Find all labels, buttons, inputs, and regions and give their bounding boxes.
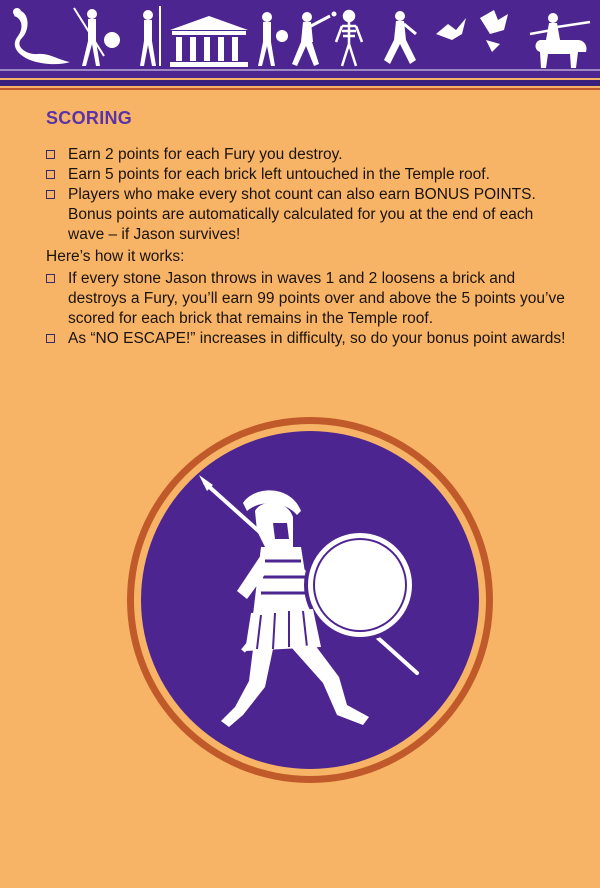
frieze-rule [0,80,600,86]
warrior-icon [74,8,120,66]
list-item-text: If every stone Jason throws in waves 1 and 2 loosens a brick and destroys a Fury, you’ll earn 99 points over and above the 5 points you’ve scored for each brick that remains in the Temple roof. [68,270,565,327]
checkbox-bullet-icon [46,274,55,283]
list-item-text: As “NO ESCAPE!” increases in difficulty, so do your bonus point awards! [68,330,566,347]
warrior-icon [258,12,288,66]
warrior-icon [384,11,416,64]
scoring-list [46,145,566,245]
warrior-icon [140,6,160,66]
list-item [46,329,566,349]
checkbox-bullet-icon [46,150,55,159]
skeleton-icon [336,11,362,66]
harpy-icon [436,10,508,52]
list-item [46,269,566,329]
bonus-list [46,269,566,349]
serpent-icon [13,8,70,64]
list-item-text: Earn 5 points for each brick left untouched in the Temple roof. [68,166,490,183]
centaur-icon [530,13,590,68]
greek-warrior-medallion [125,415,495,785]
checkbox-bullet-icon [46,190,55,199]
checkbox-bullet-icon [46,334,55,343]
list-item [46,165,566,185]
checkbox-bullet-icon [46,170,55,179]
warrior-icon [292,12,337,67]
temple-icon [170,16,248,67]
header-banner [0,0,600,95]
bonus-intro: Here’s how it works: [46,248,185,265]
list-item-text: Earn 2 points for each Fury you destroy. [68,146,343,163]
list-item [46,185,566,245]
scoring-section [46,108,566,349]
section-title: SCORING [46,108,133,128]
list-item-text: Players who make every shot count can also earn BONUS POINTS. Bonus points are automatically calculated for you at the end of each wave – if Jason survives! [68,186,536,243]
list-item [46,145,566,165]
greek-frieze [0,0,600,78]
frieze-rule-thin [0,88,600,90]
